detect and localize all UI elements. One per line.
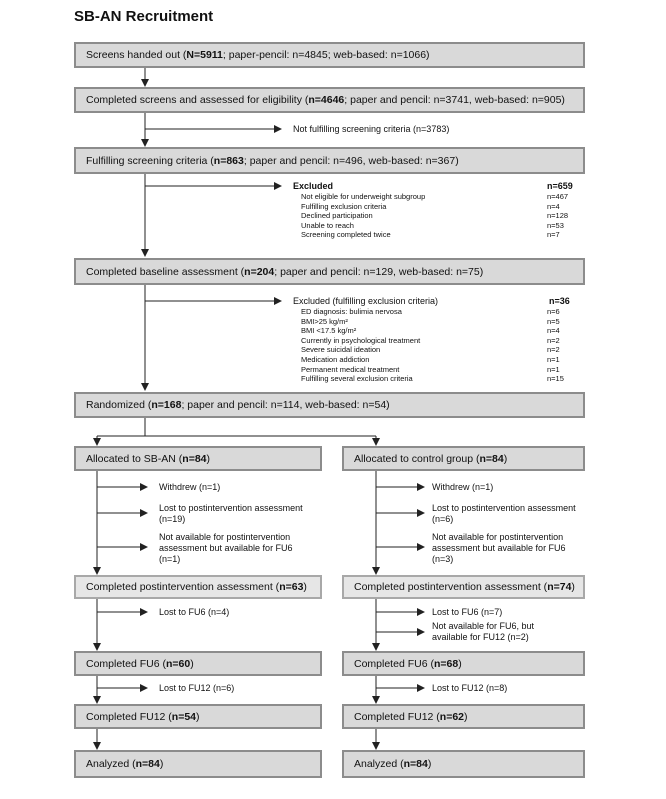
left-fu12-text: Completed FU12 ( [86, 710, 172, 723]
left-allocated-box [74, 446, 322, 471]
excluded-item-value: n=128 [547, 211, 569, 221]
left-lost-post [159, 503, 303, 525]
excluded2-label: Excluded (fulfilling exclusion criteria) [293, 296, 439, 306]
excluded-list-2 [293, 296, 593, 384]
excluded-item [301, 202, 593, 212]
right-lost-post-line1: Lost to postintervention assessment [432, 503, 576, 513]
fulfilling-text-tail: ; paper and pencil: n=496, web-based: n=367) [243, 154, 459, 167]
excluded-item-label: Declined participation [301, 211, 373, 221]
excluded-item [301, 317, 593, 327]
excluded-item [301, 192, 593, 202]
right-not-available-fu6 [432, 621, 534, 643]
right-withdrew: Withdrew (n=1) [432, 482, 494, 492]
not-fulfilling-note: Not fulfilling screening criteria (n=3783) [293, 124, 450, 134]
left-fu12-text-tail: ) [196, 710, 200, 723]
right-not-available-line1: Not available for postintervention [432, 532, 564, 542]
right-allocated-text: Allocated to control group ( [354, 452, 480, 465]
excluded-item [301, 345, 593, 355]
left-lost-fu6: Lost to FU6 (n=4) [159, 607, 230, 617]
left-fu6-text-tail: ) [190, 657, 194, 670]
completed-screens-count: n=4646 [308, 94, 345, 106]
excluded-item-label: Unable to reach [301, 220, 354, 230]
excluded-item-value: n=6 [547, 307, 560, 316]
screens-box [74, 42, 585, 68]
excluded-item-value: n=15 [547, 374, 564, 384]
right-not-available-line3: (n=3) [432, 554, 454, 564]
completed-screens-box [74, 87, 585, 113]
right-not-available-fu6-line2: available for FU12 (n=2) [432, 632, 529, 642]
left-lost-fu12: Lost to FU12 (n=6) [159, 683, 235, 693]
screens-text: Screens handed out ( [86, 49, 187, 61]
excluded-total: n=659 [547, 181, 573, 191]
excluded-item [301, 326, 593, 336]
fulfilling-text: Fulfilling screening criteria ( [86, 154, 214, 167]
screens-text-tail: ; paper-pencil: n=4845; web-based: n=1066) [222, 49, 430, 61]
baseline-box [74, 258, 585, 285]
excluded-item [301, 230, 593, 240]
excluded-item [301, 211, 593, 221]
excluded-item-value: n=1 [547, 364, 560, 374]
excluded-item-value: n=2 [547, 345, 560, 355]
left-not-available [159, 532, 293, 565]
right-fu6-text: Completed FU6 ( [354, 657, 434, 670]
right-fu6-text-tail: ) [458, 657, 462, 670]
right-analyzed-box [342, 750, 585, 778]
completed-screens-text-tail: ; paper and pencil: n=3741, web-based: n=905) [344, 94, 565, 106]
excluded-label: Excluded [293, 181, 334, 191]
baseline-text: Completed baseline assessment ( [86, 265, 245, 278]
right-post-text-tail: ) [571, 581, 575, 593]
excluded-item-label: Fulfilling exclusion criteria [301, 201, 387, 211]
excluded-item-value: n=5 [547, 316, 560, 326]
right-not-available-fu6-line1: Not available for FU6, but [432, 621, 535, 631]
excluded-item-value: n=4 [547, 201, 560, 211]
right-lost-post-line2: (n=6) [432, 514, 454, 524]
right-not-available [432, 532, 566, 565]
page-title: SB-AN Recruitment [74, 8, 214, 25]
right-analyzed-text-tail: ) [427, 758, 432, 770]
excluded-item-label: Currently in psychological treatment [301, 335, 421, 345]
excluded-item-value: n=2 [547, 335, 560, 345]
excluded-item-label: Permanent medical treatment [301, 364, 400, 374]
excluded-items [293, 192, 593, 240]
right-fu12-box [342, 704, 585, 729]
left-not-available-line1: Not available for postintervention [159, 532, 291, 542]
excluded-item [301, 374, 593, 384]
left-withdrew: Withdrew (n=1) [159, 482, 221, 492]
excluded-item [301, 336, 593, 346]
right-allocated-text-tail: ) [503, 452, 508, 465]
randomized-text-tail: ; paper and pencil: n=114, web-based: n=54) [181, 399, 390, 411]
excluded-list-1 [293, 181, 593, 240]
screens-count: N=5911 [186, 49, 223, 61]
right-allocated-box [342, 446, 585, 471]
right-post-box [342, 575, 585, 599]
excluded-item [301, 307, 593, 317]
left-fu6-count: n=60 [165, 657, 191, 670]
excluded2-total: n=36 [549, 296, 570, 306]
left-not-available-line3: (n=1) [159, 554, 181, 564]
left-analyzed-text-tail: ) [159, 758, 164, 770]
excluded2-header [293, 296, 593, 307]
right-fu12-text-tail: ) [464, 710, 468, 723]
right-post-text: Completed postintervention assessment ( [354, 581, 548, 593]
excluded-header [293, 181, 593, 192]
excluded-item-label: Not eligible for underweight subgroup [301, 192, 426, 201]
excluded-item [301, 355, 593, 365]
right-lost-fu6: Lost to FU6 (n=7) [432, 607, 503, 617]
excluded-item-value: n=467 [547, 192, 569, 201]
excluded-item-label: Severe suicidal ideation [301, 345, 381, 355]
left-post-box [74, 575, 322, 599]
right-analyzed-count: n=84 [403, 758, 428, 770]
left-fu12-count: n=54 [171, 710, 197, 723]
left-analyzed-box [74, 750, 322, 778]
excluded-item [301, 365, 593, 375]
excluded-item-value: n=53 [547, 220, 564, 230]
excluded-item-value: n=4 [547, 326, 560, 336]
left-post-count: n=63 [279, 581, 304, 593]
right-fu6-box [342, 651, 585, 676]
left-allocated-text: Allocated to SB-AN ( [86, 452, 183, 465]
right-fu6-count: n=68 [433, 657, 459, 670]
left-allocated-text-tail: ) [206, 452, 211, 465]
excluded2-items [293, 307, 593, 384]
randomized-count: n=168 [151, 399, 182, 411]
excluded-item-value: n=7 [547, 230, 560, 240]
left-not-available-line2: assessment but available for FU6 [159, 543, 293, 553]
right-lost-fu12: Lost to FU12 (n=8) [432, 683, 508, 693]
left-fu6-box [74, 651, 322, 676]
left-post-text: Completed postintervention assessment ( [86, 581, 280, 593]
randomized-box [74, 392, 585, 418]
fulfilling-count: n=863 [213, 154, 244, 167]
baseline-text-tail: ; paper and pencil: n=129, web-based: n=75) [274, 265, 484, 278]
excluded-item-label: Screening completed twice [301, 230, 391, 240]
left-allocated-count: n=84 [182, 452, 207, 465]
right-lost-post [432, 503, 576, 525]
baseline-count: n=204 [244, 265, 275, 278]
left-post-text-tail: ) [303, 581, 307, 593]
left-analyzed-text: Analyzed ( [86, 758, 136, 770]
right-allocated-count: n=84 [479, 452, 504, 465]
excluded-item-label: ED diagnosis: bulimia nervosa [301, 307, 402, 316]
excluded-item-label: Medication addiction [301, 354, 370, 364]
fulfilling-box [74, 147, 585, 174]
randomized-text: Randomized ( [86, 399, 152, 411]
excluded-item-value: n=1 [547, 354, 560, 364]
left-lost-post-line2: (n=19) [159, 514, 186, 524]
right-fu12-text: Completed FU12 ( [354, 710, 440, 723]
excluded-item-label: BMI>25 kg/m² [301, 316, 348, 326]
excluded-item-label: Fulfilling several exclusion criteria [301, 374, 413, 384]
excluded-item-label: BMI <17.5 kg/m² [301, 326, 357, 336]
left-lost-post-line1: Lost to postintervention assessment [159, 503, 303, 513]
left-analyzed-count: n=84 [135, 758, 160, 770]
right-fu12-count: n=62 [439, 710, 465, 723]
right-not-available-line2: assessment but available for FU6 [432, 543, 566, 553]
completed-screens-text: Completed screens and assessed for eligibility ( [86, 94, 309, 106]
left-fu6-text: Completed FU6 ( [86, 657, 166, 670]
left-fu12-box [74, 704, 322, 729]
right-post-count: n=74 [547, 581, 572, 593]
excluded-item [301, 221, 593, 231]
right-analyzed-text: Analyzed ( [354, 758, 404, 770]
